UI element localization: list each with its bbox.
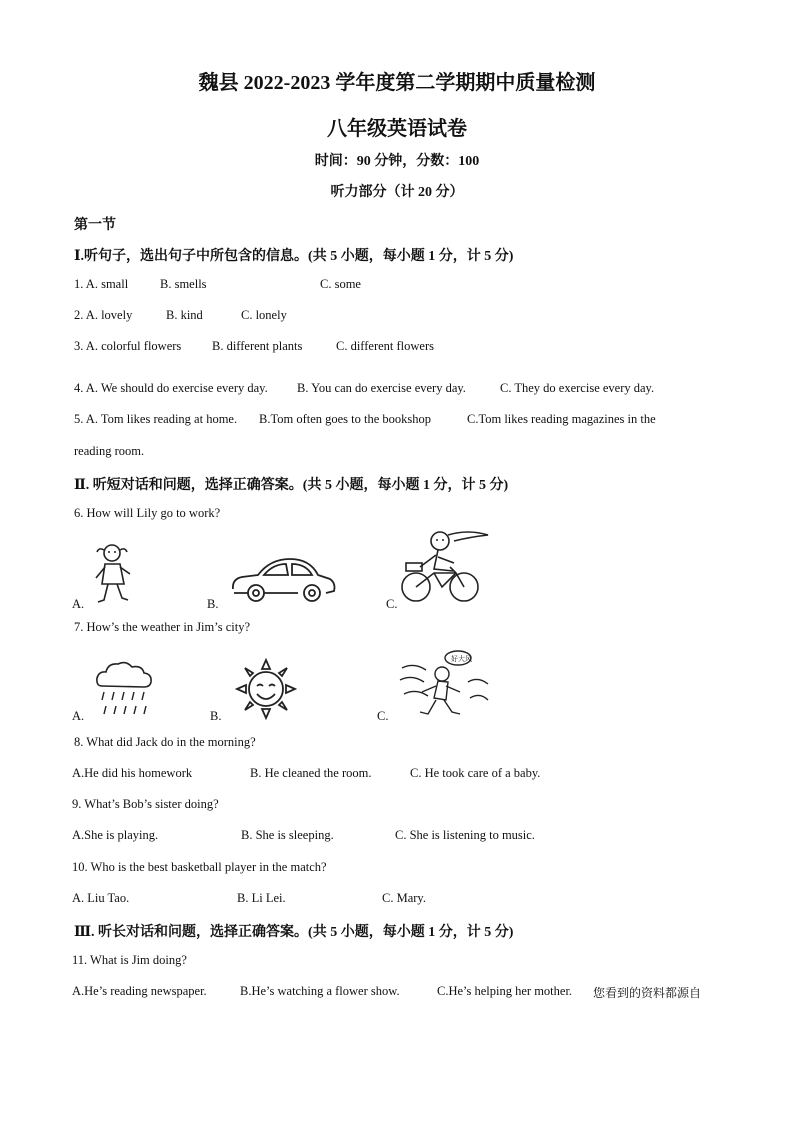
- windy-man-icon: [398, 648, 490, 720]
- q11-option-a: A.He’s reading newspaper.: [72, 984, 207, 998]
- exam-subtitle: 八年级英语试卷: [327, 118, 467, 140]
- q6-label-a: A.: [72, 597, 85, 611]
- q5-option-a: 5. A. Tom likes reading at home.: [74, 412, 238, 426]
- q9-option-c: C. She is listening to music.: [395, 828, 535, 842]
- part2-heading: Ⅱ. 听短对话和问题，选择正确答案。(共 5 小题，每小题 1 分，计 5 分): [74, 478, 509, 493]
- q8-option-c: C. He took care of a baby.: [410, 766, 541, 780]
- q10-stem: 10. Who is the best basketball player in the match?: [72, 860, 327, 874]
- q9-option-b: B. She is sleeping.: [241, 828, 334, 842]
- rain-cloud-icon: [94, 660, 154, 722]
- q7-stem: 7. How’s the weather in Jim’s city?: [74, 620, 251, 634]
- q1-option-b: B. smells: [160, 277, 207, 291]
- exam-title: 魏县 2022-2023 学年度第二学期期中质量检测: [198, 72, 596, 94]
- part1-heading: Ⅰ.听句子，选出句子中所包含的信息。(共 5 小题，每小题 1 分，计 5 分): [74, 249, 514, 264]
- q11-option-c: C.He’s helping her mother.: [437, 984, 573, 998]
- q4-option-a: 4. A. We should do exercise every day.: [74, 381, 268, 395]
- q6-label-c: C.: [386, 597, 398, 611]
- q11-option-b: B.He’s watching a flower show.: [240, 984, 400, 998]
- q8-option-b: B. He cleaned the room.: [250, 766, 372, 780]
- listening-part-label: 听力部分（计 20 分）: [330, 185, 464, 200]
- q7-label-c: C.: [377, 709, 389, 723]
- q9-stem: 9. What’s Bob’s sister doing?: [72, 797, 219, 811]
- q3-option-c: C. different flowers: [336, 339, 435, 353]
- q1-option-a: 1. A. small: [74, 277, 129, 291]
- q8-option-a: A.He did his homework: [72, 766, 193, 780]
- cyclist-icon: [398, 527, 493, 605]
- car-icon: [228, 553, 338, 605]
- q9-option-a: A.She is playing.: [72, 828, 159, 842]
- q5-option-c-continued: reading room.: [74, 444, 145, 458]
- q2-option-a: 2. A. lovely: [74, 308, 133, 322]
- q4-option-b: B. You can do exercise every day.: [297, 381, 466, 395]
- section-label: 第一节: [74, 218, 116, 233]
- q8-stem: 8. What did Jack do in the morning?: [74, 735, 256, 749]
- q6-label-b: B.: [207, 597, 219, 611]
- q6-stem: 6. How will Lily go to work?: [74, 506, 221, 520]
- q10-option-b: B. Li Lei.: [237, 891, 286, 905]
- q10-option-c: C. Mary.: [382, 891, 426, 905]
- wind-bubble-text: 好大风: [451, 655, 472, 663]
- part3-heading: Ⅲ. 听长对话和问题，选择正确答案。(共 5 小题，每小题 1 分，计 5 分): [74, 925, 514, 940]
- q4-option-c: C. They do exercise every day.: [500, 381, 655, 395]
- q10-option-a: A. Liu Tao.: [72, 891, 130, 905]
- walking-girl-icon: [90, 540, 138, 608]
- q1-option-c: C. some: [320, 277, 361, 291]
- q11-stem: 11. What is Jim doing?: [72, 953, 187, 967]
- q3-option-a: 3. A. colorful flowers: [74, 339, 182, 353]
- q7-label-a: A.: [72, 709, 85, 723]
- source-watermark-text: 您看到的资料都源自: [593, 986, 702, 1000]
- smiling-sun-icon: [233, 656, 299, 722]
- q2-option-b: B. kind: [166, 308, 203, 322]
- q3-option-b: B. different plants: [212, 339, 303, 353]
- q2-option-c: C. lonely: [241, 308, 287, 322]
- q5-option-c: C.Tom likes reading magazines in the: [467, 412, 656, 426]
- time-score: 时间：90 分钟，分数：100: [314, 154, 480, 169]
- q5-option-b: B.Tom often goes to the bookshop: [259, 412, 432, 426]
- q7-label-b: B.: [210, 709, 222, 723]
